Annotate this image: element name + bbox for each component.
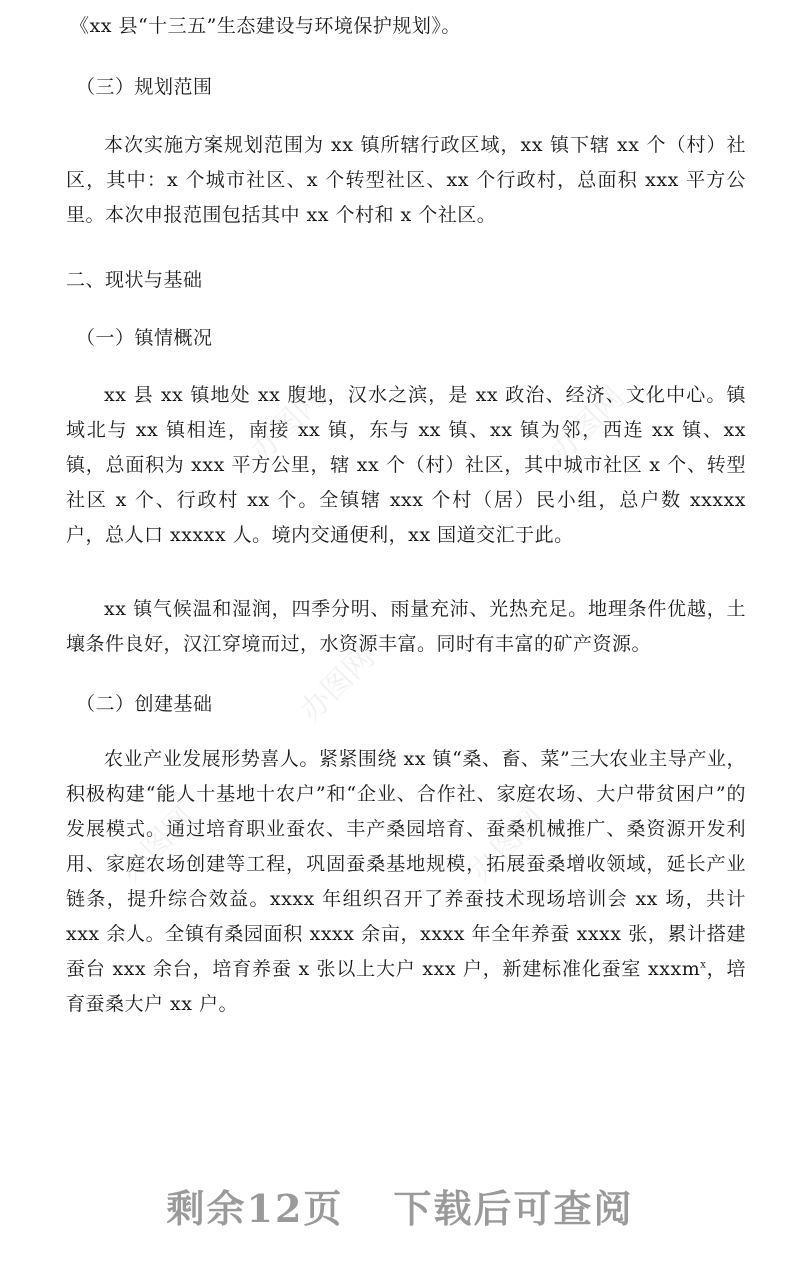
section-3-paragraph: 本次实施方案规划范围为 xx 镇所辖行政区域，xx 镇下辖 xx 个（村）社区，其中：x 个城市社区、x 个转型社区、xx 个行政村，总面积 xxx 平方公里。本次申报范围包括其中 xx 个村和 x 个社区。 — [66, 134, 746, 226]
watermark: 办图网 — [463, 800, 552, 889]
section-2-heading: （二）创建基础 — [76, 693, 213, 715]
watermark: 办图网 — [243, 380, 332, 469]
section-1-heading: （一）镇情概况 — [76, 327, 213, 349]
download-prompt-label[interactable]: 下载后可查阅 — [393, 1186, 634, 1231]
section-3-heading: （三）规划范围 — [76, 76, 213, 98]
download-banner[interactable] — [0, 1178, 800, 1233]
chapter-2-heading: 二、现状与基础 — [66, 269, 203, 291]
intro-line: 《xx 县“十三五”生态建设与环境保护规划》。 — [70, 15, 461, 37]
section-2-paragraph-tail: ，培育蚕桑大户 xx 户。 — [66, 958, 746, 1015]
watermark: 办图网 — [293, 640, 382, 729]
watermark: 办图网 — [543, 380, 632, 469]
section-1-paragraph-2: xx 镇气候温和湿润，四季分明、雨量充沛、光热充足。地理条件优越，土壤条件良好，汉江穿境而过，水资源丰富。同时有丰富的矿产资源。 — [66, 598, 746, 655]
remaining-pages-label: 剩余12页 — [166, 1186, 344, 1231]
section-2-paragraph — [66, 742, 746, 1022]
watermark: 办图网 — [113, 800, 202, 889]
section-1-paragraph-1: xx 县 xx 镇地处 xx 腹地，汉水之滨，是 xx 政治、经济、文化中心。镇域北与 xx 镇相连，南接 xx 镇，东与 xx 镇、xx 镇为邻，西连 xx 镇、xx 镇，总面积为 xxx 平方公里，辖 xx 个（村）社区，其中城市社区 x 个、转型社区 x 个、行政村 xx 个。全镇辖 xxx 个村（居）民小组，总户数 xxxxx 户，总人口 xxxxx 人。境内交通便利，xx 国道交汇于此。 — [66, 384, 746, 546]
section-2-paragraph-main: 农业产业发展形势喜人。紧紧围绕 xx 镇“桑、畜、菜”三大农业主导产业，积极构建“能人十基地十农户”和“企业、合作社、家庭农场、大户带贫困户”的发展模式。通过培育职业蚕农、丰产桑园培育、蚕桑机械推广、桑资源开发利用、家庭农场创建等工程，巩固蚕桑基地规模，拓展蚕桑增收领域，延长产业链条，提升综合效益。xxxx 年组织召开了养蚕技术现场培训会 xx 场，共计 xxx 余人。全镇有桑园面积 xxxx 余亩，xxxx 年全年养蚕 xxxx 张，累计搭建蚕台 xxx 余台，培育养蚕 x 张以上大户 xxx 户，新建标准化蚕室 xxxm — [66, 748, 746, 980]
superscript-mark: x — [700, 959, 707, 971]
